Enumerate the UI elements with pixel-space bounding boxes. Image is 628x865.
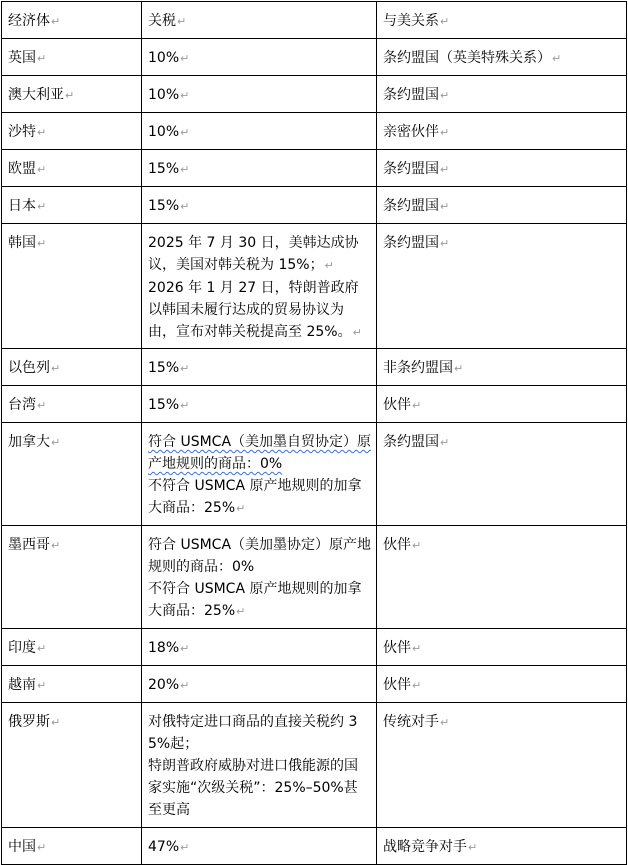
relation-cell <box>377 666 627 703</box>
paragraph-mark-icon: ↵ <box>180 126 190 139</box>
relation-cell <box>377 113 627 150</box>
relation-label: 伙伴 <box>383 677 411 693</box>
economy-label: 墨西哥 <box>8 537 50 553</box>
header-label: 与美关系 <box>383 13 439 29</box>
tariff-text: 15% <box>148 397 180 413</box>
relation-label: 条约盟国（英美特殊关系） <box>383 50 551 66</box>
paragraph-mark-icon: ↵ <box>37 399 47 412</box>
paragraph-mark-icon: ↵ <box>236 605 246 618</box>
relation-label: 条约盟国 <box>383 198 439 214</box>
header-row <box>2 2 627 39</box>
economy-cell <box>2 666 142 703</box>
paragraph-mark-icon: ↵ <box>177 15 187 28</box>
paragraph-mark-icon: ↵ <box>454 362 464 375</box>
economy-label: 俄罗斯 <box>8 714 50 730</box>
relation-cell <box>377 76 627 113</box>
paragraph-mark-icon: ↵ <box>412 679 422 692</box>
tariff-cell <box>142 76 377 113</box>
tariff-text: 不符合 USMCA 原产地规则的加拿大商品：25% <box>148 581 362 619</box>
relation-cell <box>377 526 627 629</box>
tariff-text: 15% <box>148 360 180 376</box>
economy-label: 加拿大 <box>8 434 50 450</box>
relation-cell <box>377 828 627 865</box>
paragraph-mark-icon: ↵ <box>180 642 190 655</box>
paragraph-mark-icon: ↵ <box>37 52 47 65</box>
economy-label: 中国 <box>8 839 36 855</box>
table-row <box>2 703 627 828</box>
paragraph-mark-icon: ↵ <box>37 642 47 655</box>
paragraph-mark-icon: ↵ <box>468 841 478 854</box>
table-row <box>2 76 627 113</box>
paragraph-mark-icon: ↵ <box>440 716 450 729</box>
paragraph-mark-icon: ↵ <box>440 163 450 176</box>
table-row <box>2 666 627 703</box>
tariff-text: 15% <box>148 161 180 177</box>
relation-label: 伙伴 <box>383 397 411 413</box>
relation-label: 伙伴 <box>383 640 411 656</box>
paragraph-mark-icon: ↵ <box>440 436 450 449</box>
table-row <box>2 386 627 423</box>
tariff-cell <box>142 113 377 150</box>
economy-cell <box>2 187 142 224</box>
economy-cell <box>2 526 142 629</box>
economy-cell <box>2 150 142 187</box>
table-row <box>2 526 627 629</box>
tariff-text: 18% <box>148 640 180 656</box>
economy-label: 日本 <box>8 198 36 214</box>
relation-label: 战略竞争对手 <box>383 839 467 855</box>
header-cell-relation <box>377 2 627 39</box>
paragraph-mark-icon: ↵ <box>440 126 450 139</box>
relation-cell <box>377 187 627 224</box>
paragraph-mark-icon: ↵ <box>65 89 75 102</box>
relation-cell <box>377 349 627 386</box>
paragraph-mark-icon: ↵ <box>180 679 190 692</box>
economy-cell <box>2 703 142 828</box>
tariff-cell <box>142 150 377 187</box>
relation-label: 伙伴 <box>383 537 411 553</box>
tariff-cell <box>142 349 377 386</box>
paragraph-mark-icon: ↵ <box>236 502 246 515</box>
tariff-table <box>1 1 627 865</box>
tariff-text: 符合 USMCA（美加墨自贸协定）原产地规则的商品：0% <box>148 434 372 472</box>
paragraph-mark-icon: ↵ <box>180 399 190 412</box>
tariff-text: 10% <box>148 87 180 103</box>
paragraph-mark-icon: ↵ <box>352 326 362 339</box>
economy-label: 韩国 <box>8 235 36 251</box>
tariff-cell <box>142 386 377 423</box>
tariff-text: 2025 年 7 月 30 日，美韩达成协议，美国对韩关税为 15%； <box>148 235 359 273</box>
tariff-cell <box>142 224 377 349</box>
tariff-paragraph <box>148 232 371 277</box>
tariff-text: 对俄特定进口商品的直接关税约 35%起； <box>148 714 358 752</box>
paragraph-mark-icon: ↵ <box>324 259 334 272</box>
economy-cell <box>2 423 142 526</box>
header-label: 关税 <box>148 13 176 29</box>
tariff-text: 15% <box>148 198 180 214</box>
relation-cell <box>377 629 627 666</box>
header-label: 经济体 <box>8 13 50 29</box>
paragraph-mark-icon: ↵ <box>37 200 47 213</box>
tariff-cell <box>142 666 377 703</box>
paragraph-mark-icon: ↵ <box>180 89 190 102</box>
table-row <box>2 39 627 76</box>
paragraph-mark-icon: ↵ <box>412 642 422 655</box>
paragraph-mark-icon: ↵ <box>51 436 61 449</box>
economy-label: 澳大利亚 <box>8 87 64 103</box>
relation-cell <box>377 224 627 349</box>
paragraph-mark-icon: ↵ <box>37 841 47 854</box>
paragraph-mark-icon: ↵ <box>51 539 61 552</box>
tariff-paragraph <box>148 534 371 578</box>
relation-label: 条约盟国 <box>383 161 439 177</box>
paragraph-mark-icon: ↵ <box>180 200 190 213</box>
paragraph-mark-icon: ↵ <box>37 237 47 250</box>
economy-cell <box>2 349 142 386</box>
tariff-text: 2026 年 1 月 27 日，特朗普政府以韩国未履行达成的贸易协议为由，宣布对韩关税提高至 25%。 <box>148 280 359 340</box>
table-row <box>2 113 627 150</box>
paragraph-mark-icon: ↵ <box>440 15 450 28</box>
table-row <box>2 629 627 666</box>
tariff-text: 10% <box>148 124 180 140</box>
economy-label: 英国 <box>8 50 36 66</box>
paragraph-mark-icon: ↵ <box>440 237 450 250</box>
paragraph-mark-icon: ↵ <box>412 399 422 412</box>
table-row <box>2 423 627 526</box>
tariff-text: 不符合 USMCA 原产地规则的加拿大商品：25% <box>148 478 362 516</box>
paragraph-mark-icon: ↵ <box>51 716 61 729</box>
paragraph-mark-icon: ↵ <box>37 163 47 176</box>
table-row <box>2 828 627 865</box>
tariff-paragraph <box>148 431 371 475</box>
relation-label: 亲密伙伴 <box>383 124 439 140</box>
relation-cell <box>377 703 627 828</box>
economy-cell <box>2 629 142 666</box>
relation-label: 条约盟国 <box>383 434 439 450</box>
economy-label: 印度 <box>8 640 36 656</box>
paragraph-mark-icon: ↵ <box>180 163 190 176</box>
relation-label: 条约盟国 <box>383 235 439 251</box>
tariff-text: 20% <box>148 677 180 693</box>
paragraph-mark-icon: ↵ <box>552 52 562 65</box>
tariff-paragraph <box>148 755 371 821</box>
tariff-paragraph <box>148 475 371 520</box>
tariff-paragraph <box>148 277 371 344</box>
economy-cell <box>2 828 142 865</box>
economy-label: 台湾 <box>8 397 36 413</box>
relation-cell <box>377 386 627 423</box>
tariff-cell <box>142 629 377 666</box>
economy-label: 欧盟 <box>8 161 36 177</box>
economy-label: 以色列 <box>8 360 50 376</box>
paragraph-mark-icon: ↵ <box>412 539 422 552</box>
tariff-text: 47% <box>148 839 180 855</box>
relation-label: 传统对手 <box>383 714 439 730</box>
paragraph-mark-icon: ↵ <box>440 89 450 102</box>
paragraph-mark-icon: ↵ <box>180 362 190 375</box>
tariff-text: 特朗普政府威胁对进口俄能源的国家实施“次级关税”：25%–50%甚至更高 <box>148 758 358 818</box>
economy-cell <box>2 224 142 349</box>
table-row <box>2 150 627 187</box>
paragraph-mark-icon: ↵ <box>180 841 190 854</box>
tariff-cell <box>142 39 377 76</box>
tariff-cell <box>142 703 377 828</box>
paragraph-mark-icon: ↵ <box>180 52 190 65</box>
economy-cell <box>2 76 142 113</box>
tariff-paragraph <box>148 578 371 623</box>
paragraph-mark-icon: ↵ <box>37 126 47 139</box>
paragraph-mark-icon: ↵ <box>37 679 47 692</box>
economy-cell <box>2 113 142 150</box>
relation-label: 非条约盟国 <box>383 360 453 376</box>
economy-label: 沙特 <box>8 124 36 140</box>
tariff-paragraph <box>148 711 371 755</box>
tariff-cell <box>142 187 377 224</box>
table-row <box>2 224 627 349</box>
paragraph-mark-icon: ↵ <box>51 362 61 375</box>
tariff-cell <box>142 423 377 526</box>
paragraph-mark-icon: ↵ <box>51 15 61 28</box>
header-cell-tariff <box>142 2 377 39</box>
relation-cell <box>377 423 627 526</box>
economy-label: 越南 <box>8 677 36 693</box>
tariff-cell <box>142 828 377 865</box>
paragraph-mark-icon: ↵ <box>440 200 450 213</box>
economy-cell <box>2 39 142 76</box>
relation-label: 条约盟国 <box>383 87 439 103</box>
table-row <box>2 187 627 224</box>
tariff-text: 符合 USMCA（美加墨协定）原产地规则的商品：0% <box>148 537 372 575</box>
tariff-cell <box>142 526 377 629</box>
table-row <box>2 349 627 386</box>
tariff-text: 10% <box>148 50 180 66</box>
relation-cell <box>377 39 627 76</box>
relation-cell <box>377 150 627 187</box>
economy-cell <box>2 386 142 423</box>
header-cell-economy <box>2 2 142 39</box>
